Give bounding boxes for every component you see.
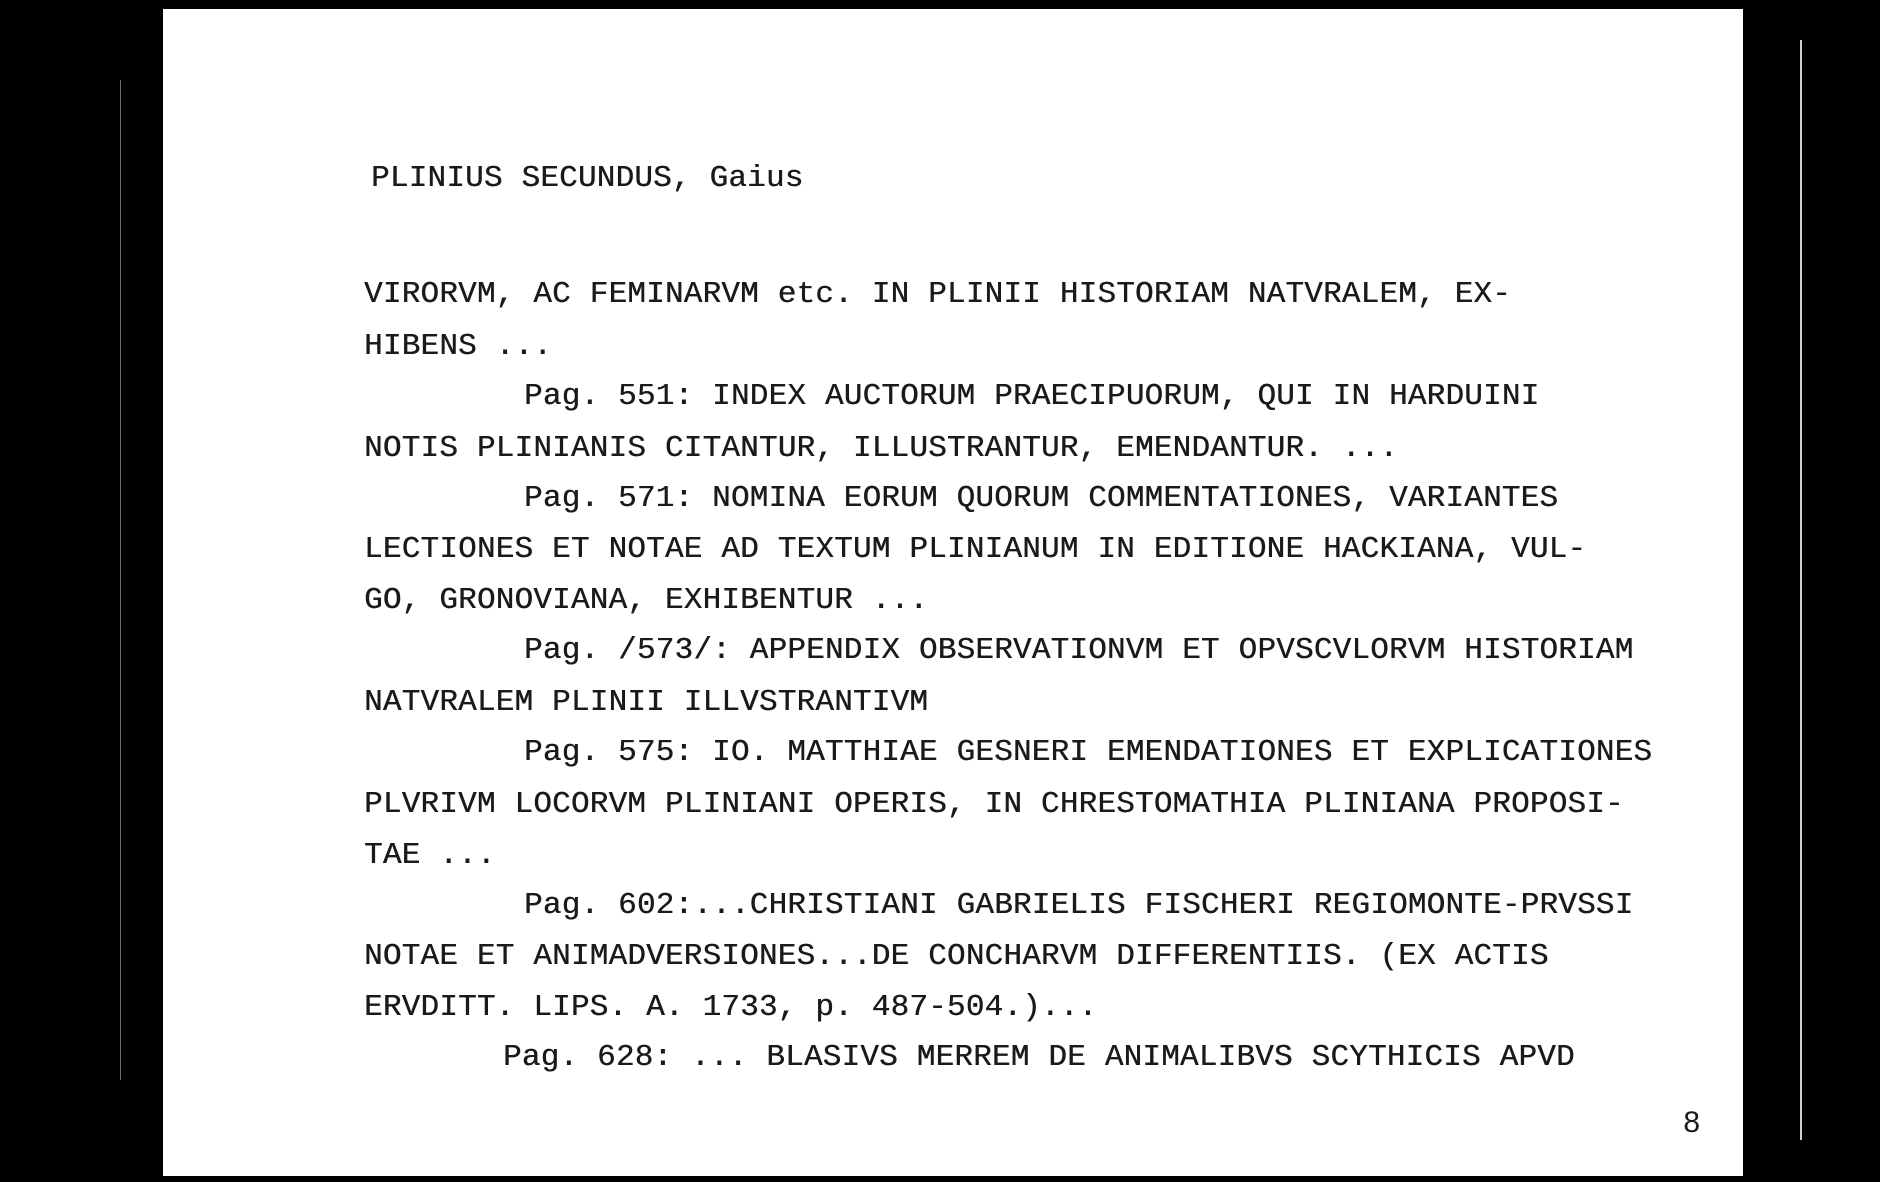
card-line: TAE ... (364, 838, 496, 873)
card-line: Pag. 602:...CHRISTIANI GABRIELIS FISCHERI REGIOMONTE-PRVSSI (524, 888, 1634, 923)
card-line: Pag. /573/: APPENDIX OBSERVATIONVM ET OPVSCVLORVM HISTORIAM (524, 633, 1634, 668)
scan-edge-mark (1800, 40, 1802, 1140)
card-line: ERVDITT. LIPS. A. 1733, p. 487-504.)... (364, 990, 1098, 1025)
card-line: Pag. 628: ... BLASIVS MERREM DE ANIMALIBVS SCYTHICIS APVD (503, 1040, 1575, 1075)
card-line: PLVRIVM LOCORVM PLINIANI OPERIS, IN CHRESTOMATHIA PLINIANA PROPOSI- (364, 787, 1624, 822)
card-line: NATVRALEM PLINII ILLVSTRANTIVM (364, 685, 929, 720)
card-line: Pag. 551: INDEX AUCTORUM PRAECIPUORUM, QUI IN HARDUINI (524, 379, 1540, 414)
card-heading: PLINIUS SECUNDUS, Gaius (371, 161, 804, 196)
card-line: GO, GRONOVIANA, EXHIBENTUR ... (364, 583, 929, 618)
card-line: NOTAE ET ANIMADVERSIONES...DE CONCHARVM DIFFERENTIIS. (EX ACTIS (364, 939, 1549, 974)
page-number: 8 (1683, 1106, 1700, 1139)
card-line: HIBENS ... (364, 329, 553, 364)
card-line: VIRORVM, AC FEMINARVM etc. IN PLINII HISTORIAM NATVRALEM, EX- (364, 277, 1511, 312)
card-line: Pag. 575: IO. MATTHIAE GESNERI EMENDATIONES ET EXPLICATIONES (524, 735, 1653, 770)
card-line: LECTIONES ET NOTAE AD TEXTUM PLINIANUM IN EDITIONE HACKIANA, VUL- (364, 532, 1587, 567)
catalog-card (163, 9, 1743, 1176)
scan-edge-mark (120, 80, 121, 1080)
card-line: NOTIS PLINIANIS CITANTUR, ILLUSTRANTUR, EMENDANTUR. ... (364, 431, 1399, 466)
card-line: Pag. 571: NOMINA EORUM QUORUM COMMENTATIONES, VARIANTES (524, 481, 1559, 516)
